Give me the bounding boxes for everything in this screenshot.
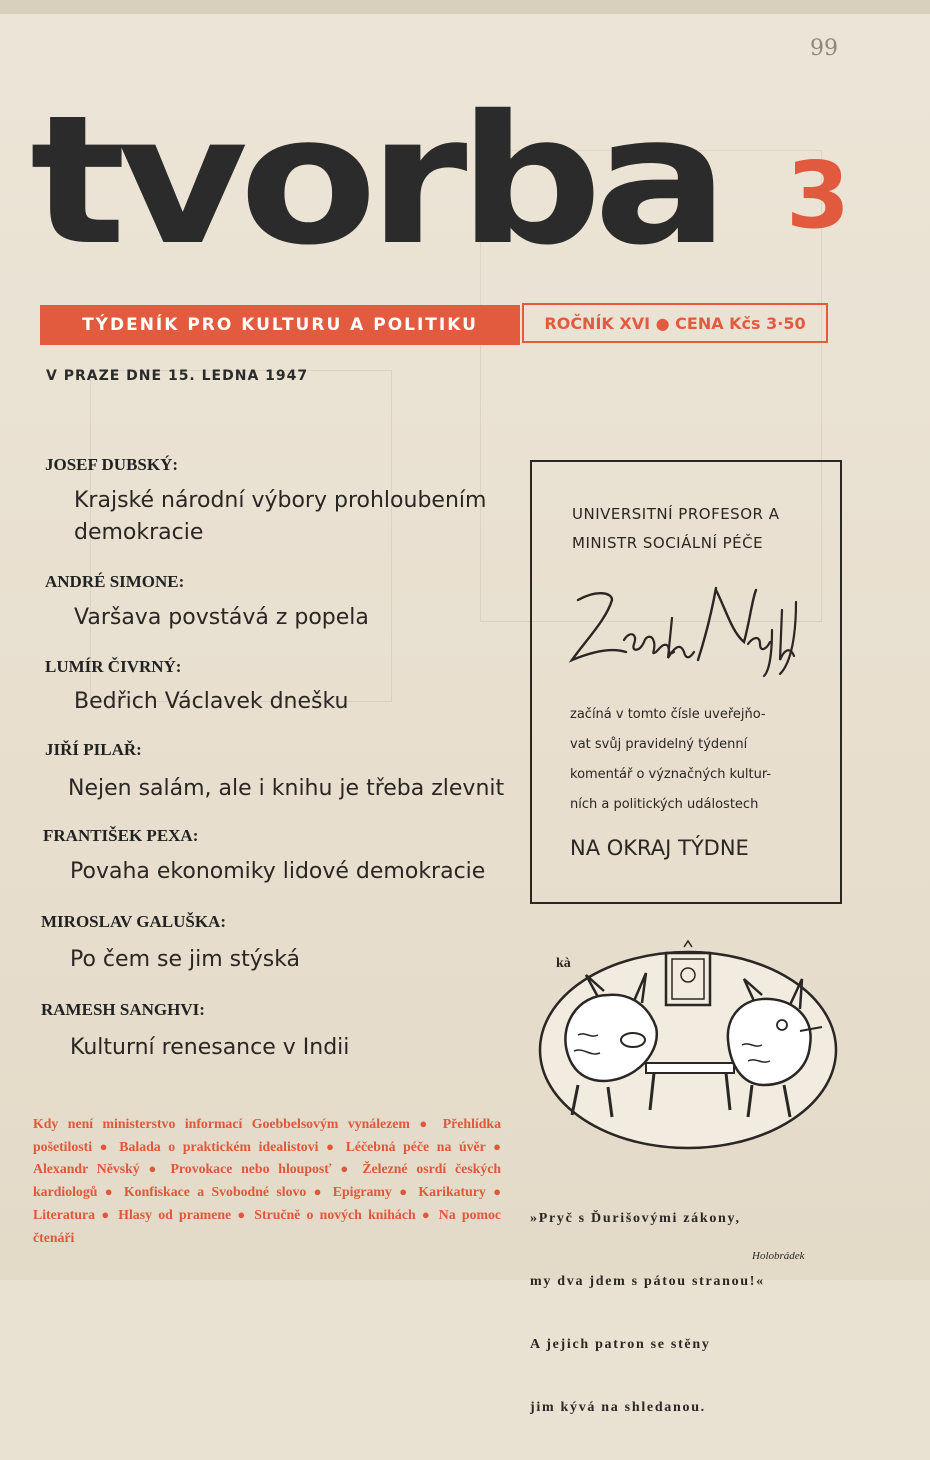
announcement-heading-line: UNIVERSITNÍ PROFESOR A	[572, 505, 780, 523]
article-author: LUMÍR ČIVRNÝ:	[45, 657, 182, 676]
caption-line: my dva jdem s pátou stranou!«	[530, 1274, 765, 1289]
article-author: RAMESH SANGHVI:	[41, 1000, 205, 1019]
article-title: Bedřich Václavek dnešku	[74, 689, 349, 714]
article-title-line: Krajské národní výbory prohloubením	[74, 488, 487, 513]
article-title: Povaha ekonomiky lidové demokracie	[70, 859, 486, 884]
article-title: Varšava povstává z popela	[74, 605, 369, 630]
contents-item: Konfiskace a Svobodné slovo	[123, 1184, 307, 1200]
article-title: Kulturní renesance v Indii	[70, 1035, 350, 1060]
contents-item: Železné osrdí českých kardiologů	[33, 1161, 502, 1200]
tagline-banner: TÝDENÍK PRO KULTURU A POLITIKU	[40, 305, 520, 345]
contents-item: Provokace nebo hlouposť	[170, 1161, 332, 1177]
pencil-mark: 99	[810, 36, 838, 61]
caption-line: jim kývá na shledanou.	[530, 1400, 706, 1415]
announcement-body-line: vat svůj pravidelný týdenní	[570, 737, 748, 752]
column-title: NA OKRAJ TÝDNE	[570, 836, 749, 860]
caption-line: A jejich patron se stěny	[530, 1337, 711, 1352]
contents-item: Balada o praktickém idealistovi	[119, 1138, 319, 1154]
contents-item: Epigramy	[332, 1184, 392, 1200]
article-title: Po čem se jim stýská	[70, 947, 301, 972]
masthead-title: tvorba	[30, 77, 721, 284]
article-title	[74, 485, 486, 549]
article-title: Nejen salám, ale i knihu je třeba zlevnit	[68, 776, 505, 801]
dateline: V PRAZE DNE 15. LEDNA 1947	[46, 368, 309, 384]
cartoon-initials: kà	[556, 956, 571, 971]
announcement-body-line: ních a politických událostech	[570, 797, 759, 812]
contents-item: Kdy není ministerstvo informací Goebbelsovým vynálezem	[33, 1116, 410, 1131]
handwritten-signature	[566, 580, 816, 680]
announcement-body	[570, 700, 771, 820]
announcement-body-line: začíná v tomto čísle uveřejňo-	[570, 707, 766, 722]
article-author: JOSEF DUBSKÝ:	[45, 455, 179, 474]
announcement-heading-line: MINISTR SOCIÁLNÍ PÉČE	[572, 534, 764, 552]
article-author: JIŘÍ PILAŘ:	[45, 740, 142, 759]
cartoon-credit: Holobrádek	[752, 1250, 805, 1262]
contents-item: Stručně o nových knihách	[254, 1206, 416, 1222]
volume-price-box: ROČNÍK XVI ● CENA Kčs 3·50	[522, 303, 828, 343]
article-title-line: demokracie	[74, 520, 204, 545]
announcement-body-line: komentář o význačných kultur-	[570, 767, 772, 782]
contents-item: Hlasy od pramene	[118, 1206, 232, 1222]
contents-list: Kdy není ministerstvo informací Goebbelsovým vynálezem ● Přehlídka pošetilosti ● Balada o praktickém idealistovi ● Léčebná péče na úvěr ● Alexandr Něvský ● Provokace nebo hlouposť ● Železné osrdí českých kardiologů ● Konfiskace a Svobodné slovo ● Epigramy ● Karikatury ● Literatura ● Hlasy od pramene ● Stručně o nových knihách ● Na pomoc čtenáři	[33, 1116, 502, 1245]
contents-item: Přehlídka pošetilosti	[33, 1116, 501, 1154]
article-author: FRANTIŠEK PEXA:	[43, 826, 199, 845]
article-author: ANDRÉ SIMONE:	[45, 572, 185, 591]
contents-item: Literatura	[33, 1206, 96, 1222]
contents-item: Léčebná péče na úvěr	[345, 1138, 486, 1154]
issue-number: 3	[786, 142, 851, 249]
cartoon-illustration	[538, 935, 838, 1150]
contents-item: Na pomoc čtenáři	[33, 1206, 501, 1245]
caption-line: »Pryč s Ďurišovými zákony,	[530, 1211, 741, 1226]
cartoon-caption	[530, 1166, 765, 1460]
contents-item: Karikatury	[418, 1184, 486, 1200]
announcement-box	[530, 460, 842, 904]
page-fold-edge	[0, 0, 930, 14]
announcement-heading	[572, 500, 779, 558]
article-author: MIROSLAV GALUŠKA:	[41, 912, 226, 931]
contents-item: Alexandr Něvský	[33, 1161, 140, 1177]
